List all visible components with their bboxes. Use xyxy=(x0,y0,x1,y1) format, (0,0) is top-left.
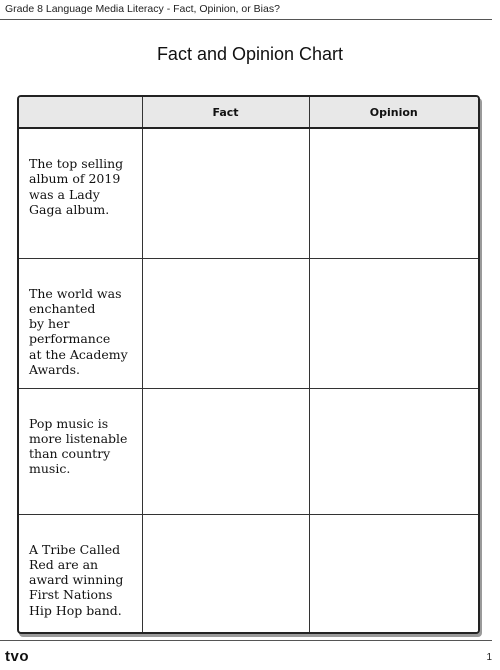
table-row xyxy=(19,514,478,632)
statement-text: Pop music is more listenable than country music. xyxy=(29,415,128,477)
header-divider xyxy=(0,19,492,20)
column-header-statement xyxy=(19,97,142,128)
fact-opinion-table xyxy=(17,95,480,634)
opinion-answer-cell[interactable] xyxy=(309,514,478,632)
page-number: 1 xyxy=(486,652,492,663)
document-header-title: Grade 8 Language Media Literacy - Fact, Opinion, or Bias? xyxy=(5,3,280,15)
page-title: Fact and Opinion Chart xyxy=(156,44,344,64)
fact-answer-cell[interactable] xyxy=(142,514,309,632)
opinion-answer-cell[interactable] xyxy=(309,258,478,388)
footer-divider xyxy=(0,640,492,641)
fact-answer-cell[interactable] xyxy=(142,258,309,388)
fact-answer-cell[interactable] xyxy=(142,128,309,258)
opinion-answer-cell[interactable] xyxy=(309,388,478,514)
statement-text: The top selling album of 2019 was a Lady Gaga album. xyxy=(29,156,124,217)
statement-text: A Tribe Called Red are an award winning First Nations Hip Hop band. xyxy=(29,541,124,618)
table-row xyxy=(19,388,478,514)
statement-cell xyxy=(19,258,142,388)
column-header-opinion: Opinion xyxy=(309,97,478,128)
opinion-answer-cell[interactable] xyxy=(309,128,478,258)
table-row xyxy=(19,258,478,388)
statement-cell xyxy=(19,514,142,632)
statement-text: The world was enchanted by her performance at the Academy Awards. xyxy=(29,285,128,377)
table-header-row xyxy=(19,97,478,128)
chart-table xyxy=(19,97,478,632)
tvo-logo: tvo xyxy=(5,648,29,665)
statement-cell xyxy=(19,388,142,514)
page-header xyxy=(0,0,500,22)
fact-answer-cell[interactable] xyxy=(142,388,309,514)
column-header-fact: Fact xyxy=(142,97,309,128)
statement-cell xyxy=(19,128,142,258)
table-row xyxy=(19,128,478,258)
